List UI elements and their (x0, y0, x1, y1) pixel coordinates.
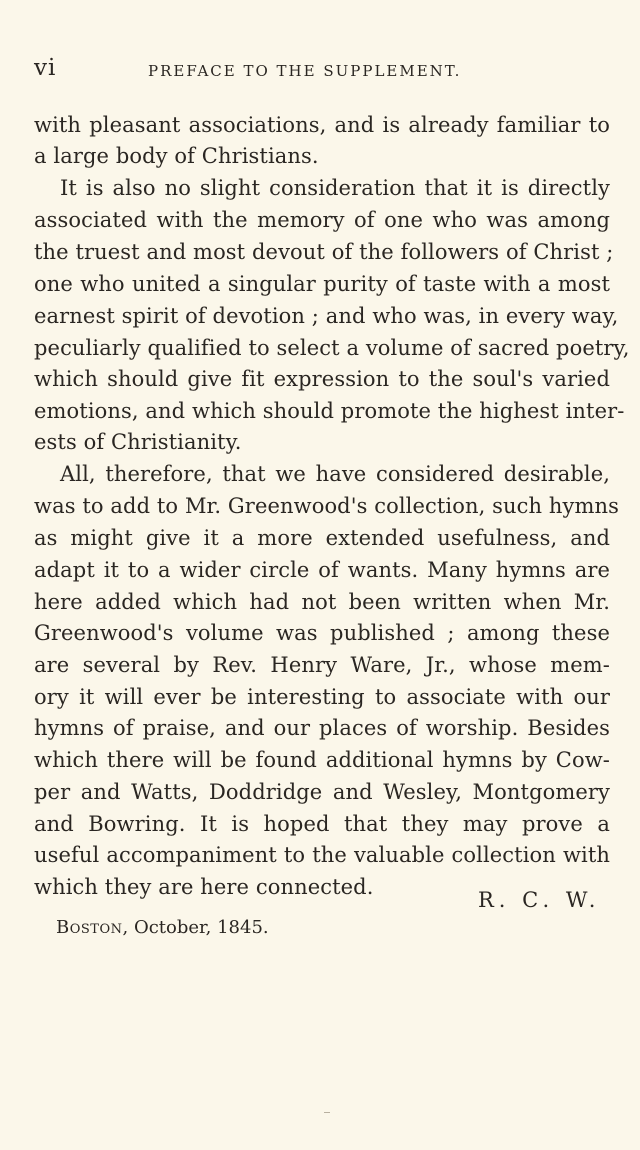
text-line: are several by Rev. Henry Ware, Jr., whose mem- (34, 653, 610, 677)
running-head: PREFACE TO THE SUPPLEMENT. (148, 62, 462, 80)
dateline-place: Boston (56, 917, 123, 938)
text-line: hymns of praise, and our places of worship. Besides (34, 716, 610, 740)
text-line: here added which had not been written when Mr. (34, 590, 610, 614)
dateline-date: , October, 1845. (122, 917, 269, 938)
text-line: associated with the memory of one who was among (34, 208, 610, 232)
dateline (56, 915, 269, 941)
text-line: It is also no slight consideration that it is directly (60, 176, 610, 200)
text-line: which should give fit expression to the soul's varied (34, 367, 610, 391)
text-line: ory it will ever be interesting to associate with our (34, 685, 610, 709)
text-line: with pleasant associations, and is already familiar to (34, 113, 610, 137)
text-line: a large body of Christians. (34, 144, 319, 168)
paper-blemish (324, 1112, 330, 1113)
text-line: emotions, and which should promote the highest inter- (34, 399, 625, 423)
text-line: and Bowring. It is hoped that they may prove a (34, 812, 610, 836)
text-line: adapt it to a wider circle of wants. Many hymns are (34, 558, 610, 582)
text-line: as might give it a more extended usefulness, and (34, 526, 610, 550)
text-line: per and Watts, Doddridge and Wesley, Montgomery (34, 780, 610, 804)
text-line: the truest and most devout of the followers of Christ ; (34, 240, 614, 264)
text-line: useful accompaniment to the valuable collection with (34, 843, 610, 867)
text-line: All, therefore, that we have considered desirable, (60, 462, 610, 486)
text-line: which there will be found additional hymns by Cow- (34, 748, 610, 772)
signature-initials: R. C. W. (478, 888, 601, 912)
text-line: which they are here connected. (34, 875, 374, 899)
text-line: earnest spirit of devotion ; and who was, in every way, (34, 304, 619, 328)
page-number: vi (34, 55, 57, 81)
text-line: Greenwood's volume was published ; among these (34, 621, 610, 645)
text-line: ests of Christianity. (34, 430, 242, 454)
text-line: peculiarly qualified to select a volume of sacred poetry, (34, 336, 630, 360)
text-line: one who united a singular purity of taste with a most (34, 272, 610, 296)
text-line: was to add to Mr. Greenwood's collection, such hymns (34, 494, 620, 518)
